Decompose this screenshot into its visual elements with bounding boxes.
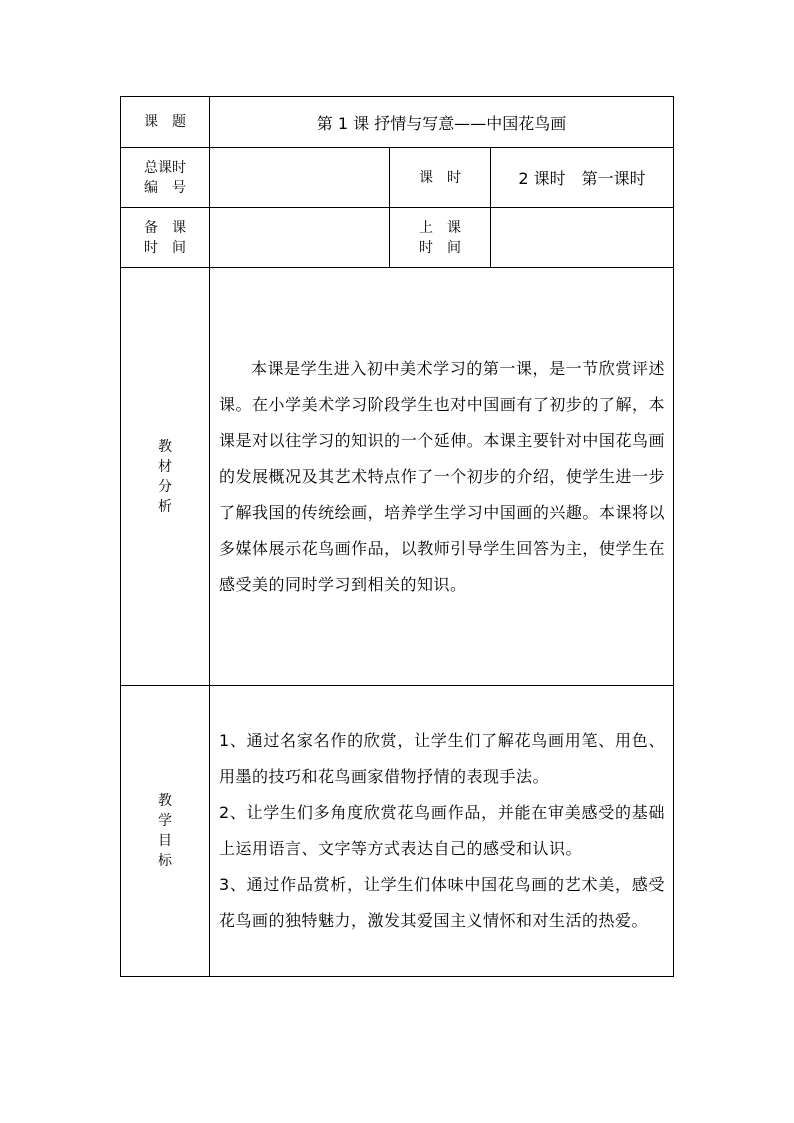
goal-item: 3、通过作品赏析，让学生们体味中国花鸟画的艺术美，感受花鸟画的独特魅力，激发其爱国主义情怀和对生活的热爱。 [219, 875, 665, 930]
prep-time-label-line2: 时 间 [144, 239, 186, 256]
class-time-label-line2: 时 间 [419, 239, 461, 256]
goals-row [121, 686, 674, 977]
analysis-label-cell [121, 268, 210, 686]
goals-label-char: 教 [158, 793, 172, 809]
hours-row [121, 148, 674, 208]
class-time-value-cell [491, 208, 674, 268]
goal-item: 2、让学生们多角度欣赏花鸟画作品，并能在审美感受的基础上运用语言、文字等方式表达自己的感受和认识。 [219, 803, 665, 858]
prep-time-label-line1: 备 课 [144, 219, 186, 236]
goals-label-cell [121, 686, 210, 977]
hours-label: 课 时 [419, 169, 461, 186]
total-hours-label-line1: 总课时 [144, 159, 186, 176]
time-row [121, 208, 674, 268]
analysis-label-char: 材 [158, 458, 172, 475]
goals-label-char: 目 [158, 833, 172, 849]
goals-label-char: 标 [158, 853, 172, 869]
analysis-label-char: 分 [158, 478, 172, 495]
topic-row [121, 97, 674, 148]
topic-label: 课 题 [144, 114, 186, 130]
analysis-text-cell [210, 268, 674, 686]
analysis-label-char: 析 [158, 498, 172, 515]
hours-value: 2 课时 第一课时 [518, 169, 646, 188]
class-time-label-line1: 上 课 [419, 219, 461, 236]
prep-time-label-cell [121, 208, 210, 268]
analysis-label-char: 教 [158, 438, 172, 455]
class-time-label-cell [390, 208, 491, 268]
topic-label-cell [121, 97, 210, 148]
topic-value: 第 1 课 抒情与写意——中国花鸟画 [316, 113, 567, 133]
lesson-plan-table [120, 96, 674, 977]
goals-text-cell [210, 686, 674, 977]
hours-value-cell [491, 148, 674, 208]
goal-item: 1、通过名家名作的欣赏，让学生们了解花鸟画用笔、用色、用墨的技巧和花鸟画家借物抒情的表现手法。 [219, 731, 665, 786]
goals-label-char: 学 [158, 813, 172, 829]
hours-label-cell [390, 148, 491, 208]
prep-time-value-cell [210, 208, 390, 268]
total-hours-label-line2: 编 号 [144, 179, 186, 196]
total-hours-label-cell [121, 148, 210, 208]
analysis-row [121, 268, 674, 686]
analysis-text: 本课是学生进入初中美术学习的第一课，是一节欣赏评述课。在小学美术学习阶段学生也对中国画有了初步的了解，本课是对以往学习的知识的一个延伸。本课主要针对中国花鸟画的发展概况及其艺术特点作了一个初步的介绍，使学生进一步了解我国的传统绘画，培养学生学习中国画的兴趣。本课将以多媒体展示花鸟画作品，以教师引导学生回答为主，使学生在感受美的同时学习到相关的知识。 [219, 358, 665, 594]
total-hours-value-cell [210, 148, 390, 208]
topic-value-cell [210, 97, 674, 148]
